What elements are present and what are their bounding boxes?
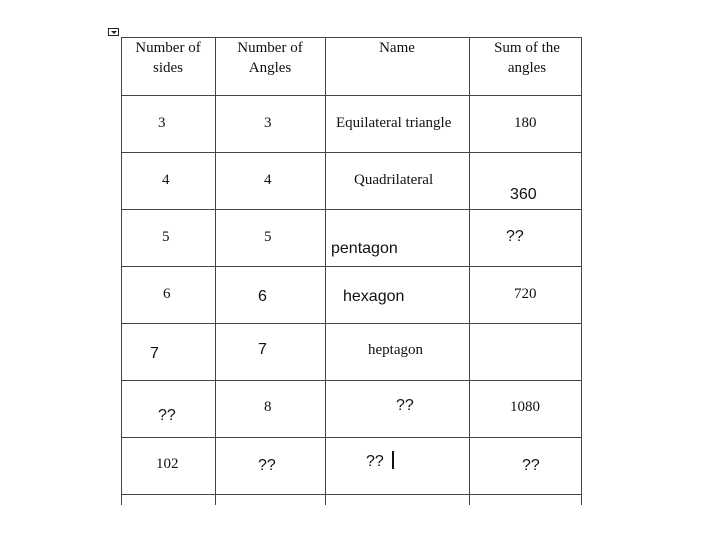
cell-sum[interactable]: 360	[510, 186, 537, 203]
cell-sides[interactable]: 102	[156, 456, 179, 472]
header-name: Name	[379, 40, 415, 56]
cell-sides[interactable]: ??	[158, 407, 176, 424]
cell-sum[interactable]: ??	[522, 457, 540, 474]
cell-angles[interactable]: 7	[258, 341, 267, 358]
cell-sum[interactable]: 1080	[510, 399, 540, 415]
cell-name[interactable]: heptagon	[368, 342, 423, 358]
cell-sum[interactable]: 720	[514, 286, 537, 302]
column-divider	[215, 38, 216, 505]
cell-angles[interactable]: 4	[264, 172, 272, 188]
cell-name[interactable]: hexagon	[343, 288, 405, 305]
header-number-of-angles: Number of Angles	[237, 40, 303, 76]
cell-name[interactable]: ??	[366, 453, 384, 470]
column-divider	[325, 38, 326, 505]
row-divider	[122, 209, 581, 210]
row-divider	[122, 266, 581, 267]
cell-sides[interactable]: 3	[158, 115, 166, 131]
header-number-of-sides: Number of sides	[135, 40, 201, 76]
table-move-handle-icon[interactable]	[108, 28, 119, 36]
cell-name[interactable]: Equilateral triangle	[336, 115, 452, 131]
cell-name[interactable]: pentagon	[331, 240, 398, 257]
cell-sides[interactable]: 5	[162, 229, 170, 245]
cell-name-editing[interactable]	[366, 451, 394, 472]
row-divider	[122, 95, 581, 96]
cell-name[interactable]: ??	[396, 397, 414, 414]
cell-angles[interactable]: 6	[258, 288, 267, 305]
cell-sum[interactable]: 180	[514, 115, 537, 131]
row-divider	[122, 152, 581, 153]
cell-sum[interactable]: ??	[506, 228, 524, 245]
cell-sides[interactable]: 7	[150, 345, 159, 362]
row-divider	[122, 323, 581, 324]
row-divider	[122, 380, 581, 381]
cell-sides[interactable]: 6	[163, 286, 171, 302]
cell-name[interactable]: Quadrilateral	[354, 172, 434, 188]
text-cursor	[392, 451, 394, 469]
cell-angles[interactable]: 8	[264, 399, 272, 415]
row-divider	[122, 494, 581, 495]
column-divider	[469, 38, 470, 505]
cell-sides[interactable]: 4	[162, 172, 170, 188]
row-divider	[122, 437, 581, 438]
cell-angles[interactable]: 5	[264, 229, 272, 245]
cell-angles[interactable]: ??	[258, 457, 276, 474]
header-sum-of-angles: Sum of the angles	[494, 40, 560, 76]
polygon-table	[121, 37, 582, 505]
cell-angles[interactable]: 3	[264, 115, 272, 131]
